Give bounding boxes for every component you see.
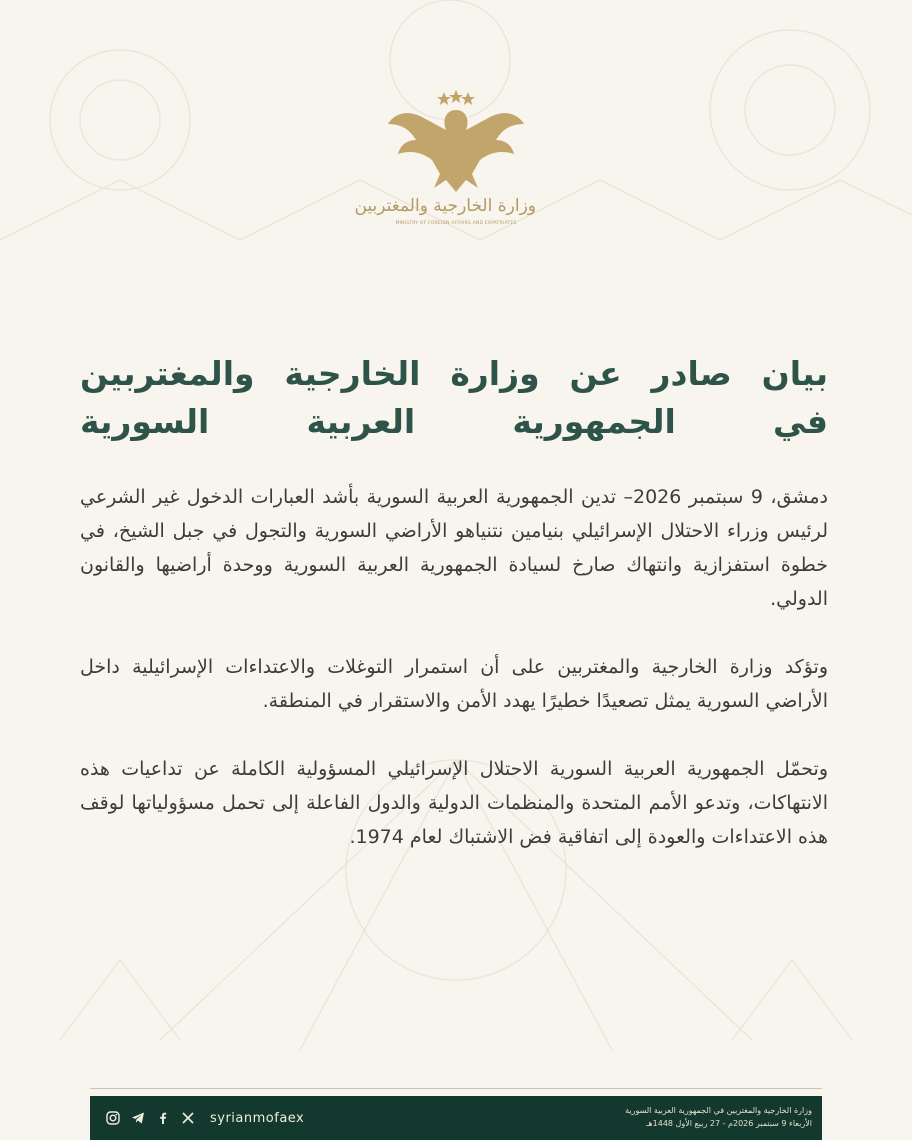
footer-bar [90,1096,822,1140]
footer-date-line: الأربعاء 9 سبتمبر 2026م - 27 ربيع الأول 1448هـ [646,1119,812,1128]
social-handle[interactable]: syrianmofaex [210,1110,305,1126]
title-line-1: بيان صادر عن وزارة الخارجية والمغتربين [80,354,828,393]
eagle-emblem-icon [376,88,536,198]
title-line-2: في الجمهورية العربية السورية [80,402,828,441]
instagram-icon[interactable] [104,1109,122,1127]
social-links [104,1108,304,1128]
footer-divider [90,1088,822,1089]
ministry-logo [354,88,536,238]
paragraph-2: وتؤكد وزارة الخارجية والمغتربين على أن استمرار التوغلات والاعتداءات الإسرائيلية داخل الأراضي السورية يمثل تصعيدًا خطيرًا يهدد الأمن والاستقرار في المنطقة. [80,656,828,712]
telegram-icon[interactable] [129,1109,147,1127]
statement-title [80,350,828,446]
footer-info [562,1104,812,1130]
x-icon[interactable] [179,1109,197,1127]
paragraph-1: دمشق، 9 سبتمبر 2026– تدين الجمهورية العربية السورية بأشد العبارات الدخول غير الشرعي لرئيس وزراء الاحتلال الإسرائيلي بنيامين نتنياهو الأراضي السورية والتجول في جبل الشيخ، في خطوة استفزازية وانتهاك صارخ لسيادة الجمهورية العربية السورية ووحدة أراضيها والقانون الدولي. [80,486,829,610]
footer-ministry-line: وزارة الخارجية والمغتربين في الجمهورية العربية السورية [625,1106,812,1115]
logo-arabic-text: وزارة الخارجية والمغتربين [354,196,536,216]
paragraph-3: وتحمّل الجمهورية العربية السورية الاحتلال الإسرائيلي المسؤولية الكاملة عن تداعيات هذه الانتهاكات، وتدعو الأمم المتحدة والمنظمات الدولية والدول الفاعلة إلى تحمل مسؤولياتها لوقف هذه الاعتداءات والعودة إلى اتفاقية فض الاشتباك لعام 1974. [80,758,828,848]
facebook-icon[interactable] [154,1109,172,1127]
statement-body [80,480,828,888]
logo-english-text: MINISTRY OF FOREIGN AFFAIRS AND EXPATRIATES [395,221,517,226]
